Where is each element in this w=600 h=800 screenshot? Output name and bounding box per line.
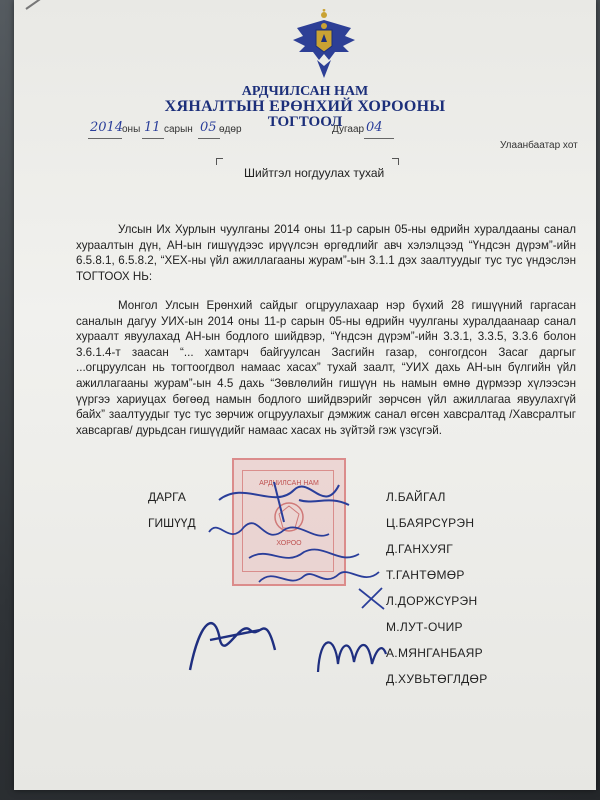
signatory-name: Л.ДОРЖСҮРЭН (386, 594, 478, 608)
stamp-bottom-text: ХОРОО (276, 540, 302, 547)
signature-member (354, 584, 394, 614)
date-year: 2014 (90, 120, 124, 135)
signatory-name: Ц.БАЯРСҮРЭН (386, 516, 475, 530)
bracket-right (392, 158, 399, 165)
number-label: Дугаар (332, 124, 365, 135)
date-month: 11 (144, 120, 161, 135)
subject-title: Шийтгэл ногдуулах тухай (244, 166, 385, 180)
signatory-name: Т.ГАНТӨМӨР (386, 568, 465, 582)
date-underline (88, 138, 122, 139)
date-underline (142, 138, 164, 139)
signatory-name: А.МЯНГАНБАЯР (386, 646, 483, 660)
paragraph-2: Монгол Улсын Ерөнхий сайдыг огцруулахаар нэр бүхий 28 гишүүний гаргасан саналын дагуу УИХ-ын 2014 оны 11-р сарын 05-ны өдрийн чуулганы хуралдаанаар санал хураалт явуулахад АН-ын бодлого шийдвэр, “Үндсэн дүрэм”-ийн 3.3.1, 3.3.5, 3.3.6 болон 3.6.1.4-т заасан “... хамтарч байгуулсан Засгийн газар, сонгогдсон Засаг даргыг ...огцруулсан нь тогтоогдвол намаас хасах” тухай заалт, “УИХ дахь АН-ын бүлгийн үйл ажиллагааны журам”-ын 4.5 дахь “Зөвлөлийн гишүүн нь намын өмнө дүрмээр хүлээсэн үүргээ хариуцах бөгөөд намын бодлого шийдвэрийг зөрчсөн үйл ажиллагаа явуулахгүй байх” заалтуудыг тус тус зөрчиж огцруулахыг дэмжиж санал өгсөн хавсралтад /Хавсралтыг хавсаргав/ дурьдсан гишүүдийг намаас хасах нь зүйтэй гэж үзсүгэй. (76, 299, 576, 437)
pen-mark (25, 0, 59, 10)
signature-member (310, 624, 390, 680)
signatory-name: Д.ХУВЬТӨГЛДӨР (386, 672, 488, 686)
signatory-name: Л.БАЙГАЛ (386, 490, 446, 504)
document-page (14, 0, 596, 790)
date-year-suffix: оны (122, 124, 141, 135)
date-day-suffix: өдөр (219, 124, 242, 135)
date-month-suffix: сарын (164, 124, 193, 135)
signatory-name: Д.ГАНХУЯГ (386, 542, 454, 556)
date-underline (198, 138, 220, 139)
number-underline (364, 138, 394, 139)
bracket-left (216, 158, 223, 165)
paragraph-1: Улсын Их Хурлын чуулганы 2014 оны 11-р сарын 05-ны өдрийн хуралдааны санал хураалтын дүн, АН-ын гишүүдээс ирүүлсэн өргөдлийг авч хэлэлцээд “Үндсэн дүрэм”-ийн 6.5.8.1, 6.5.8.2, “ХЕХ-ны үйл ажиллагааны журам”-ын 3.1.1 дэх заалтуудыг тус тус үндэслэн ТОГТООХ НЬ: (76, 223, 576, 283)
signatory-name: М.ЛУТ-ОЧИР (386, 620, 463, 634)
party-name: АРДЧИЛСАН НАМ (241, 84, 369, 99)
document-number: 04 (366, 120, 383, 135)
committee-name: ХЯНАЛТЫН ЕРӨНХИЙ ХОРООНЫ (164, 98, 446, 115)
date-day: 05 (200, 120, 217, 135)
document-type: ТОГТООЛ (267, 114, 343, 130)
city: Улаанбаатар хот (500, 140, 578, 151)
members-label: ГИШҮҮД (148, 516, 196, 530)
stamp-top-text: АРДЧИЛСАН НАМ (259, 480, 319, 487)
party-emblem-icon (289, 6, 359, 84)
chair-label: ДАРГА (148, 490, 186, 504)
signature-member (180, 600, 290, 680)
